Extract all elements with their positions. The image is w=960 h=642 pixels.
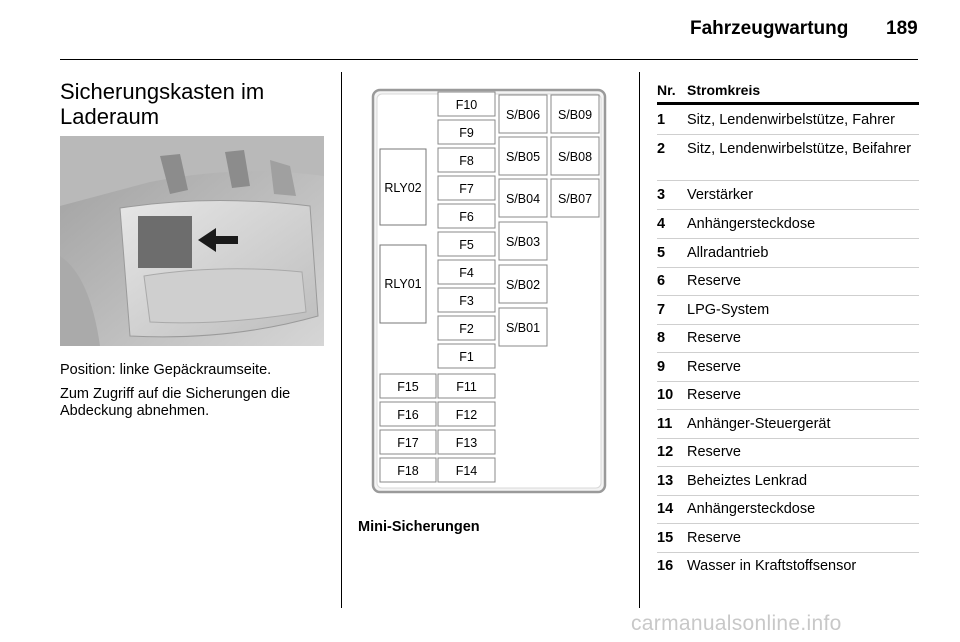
svg-text:F8: F8 — [459, 154, 474, 168]
svg-text:F6: F6 — [459, 210, 474, 224]
fuse-f10 — [438, 92, 495, 116]
fuse-sb03 — [499, 222, 547, 260]
svg-text:F1: F1 — [459, 350, 474, 364]
fuse-f3 — [438, 288, 495, 312]
column-divider-right — [639, 72, 640, 608]
fuse-sb05 — [499, 137, 547, 175]
column-header-circuit: Stromkreis — [687, 82, 761, 98]
row-rule — [657, 352, 919, 353]
row-rule — [657, 552, 919, 553]
svg-text:F16: F16 — [397, 408, 419, 422]
row-rule — [657, 267, 919, 268]
svg-text:F7: F7 — [459, 182, 474, 196]
svg-text:S/B01: S/B01 — [505, 321, 541, 335]
watermark-text[interactable]: carmanualsonline.info — [631, 612, 842, 635]
svg-text:F5: F5 — [459, 238, 474, 252]
svg-text:F11: F11 — [456, 380, 477, 394]
svg-text:F2: F2 — [459, 322, 474, 336]
relay-rly02 — [380, 149, 426, 225]
svg-text:F17: F17 — [397, 436, 419, 450]
svg-text:F9: F9 — [459, 126, 474, 140]
svg-text:F18: F18 — [397, 464, 419, 478]
fuse-f16 — [380, 402, 436, 426]
header-rule — [60, 59, 918, 60]
svg-text:F3: F3 — [459, 294, 474, 308]
svg-text:RLY02: RLY02 — [384, 181, 422, 195]
svg-text:S/B07: S/B07 — [557, 192, 593, 206]
svg-text:S/B04: S/B04 — [505, 192, 541, 206]
svg-text:S/B08: S/B08 — [557, 150, 593, 164]
column-divider-left — [341, 72, 342, 608]
position-paragraph: Position: linke Gepäckraumseite. — [60, 362, 272, 378]
fuse-f4 — [438, 260, 495, 284]
fuse-f11 — [438, 374, 495, 398]
fuse-f13 — [438, 430, 495, 454]
column-header-nr: Nr. — [657, 82, 676, 98]
svg-text:S/B02: S/B02 — [505, 278, 541, 292]
fuse-f12 — [438, 402, 495, 426]
row-rule — [657, 295, 919, 296]
fuse-box-diagram — [358, 77, 620, 505]
fuse-f17 — [380, 430, 436, 454]
access-paragraph: Zum Zugriff auf die Sicherungen die Abdeckung abnehmen. — [60, 386, 291, 419]
fuse-sb07 — [551, 179, 599, 217]
row-rule — [657, 409, 919, 410]
fuse-f9 — [438, 120, 495, 144]
svg-text:F4: F4 — [459, 266, 474, 280]
table-header-rule — [657, 102, 919, 105]
svg-text:S/B05: S/B05 — [505, 150, 541, 164]
svg-text:S/B06: S/B06 — [505, 108, 541, 122]
fuse-f7 — [438, 176, 495, 200]
svg-text:F10: F10 — [455, 98, 478, 112]
cargo-area-photo — [60, 136, 324, 346]
row-rule — [657, 523, 919, 524]
row-rule — [657, 381, 919, 382]
fuse-sb02 — [499, 265, 547, 303]
row-rule — [657, 495, 919, 496]
fuse-f2 — [438, 316, 495, 340]
svg-text:RLY01: RLY01 — [384, 277, 422, 291]
fuse-sb01 — [499, 308, 547, 346]
row-rule — [657, 238, 919, 239]
svg-text:F14: F14 — [455, 464, 478, 478]
page-number: 189 — [886, 18, 918, 39]
svg-text:F15: F15 — [397, 380, 419, 394]
row-rule — [657, 180, 919, 181]
fuse-f15 — [380, 374, 436, 398]
row-rule — [657, 466, 919, 467]
row-rule — [657, 324, 919, 325]
relay-rly01 — [380, 245, 426, 323]
svg-text:F12: F12 — [455, 408, 478, 422]
diagram-caption: Mini-Sicherungen — [358, 519, 480, 535]
fuse-sb04 — [499, 179, 547, 217]
fuse-sb08 — [551, 137, 599, 175]
fuse-f1 — [438, 344, 495, 368]
row-rule — [657, 134, 919, 135]
svg-text:S/B03: S/B03 — [505, 235, 541, 249]
svg-text:F13: F13 — [455, 436, 478, 450]
fuse-f14 — [438, 458, 495, 482]
fuse-f18 — [380, 458, 436, 482]
fuse-sb09 — [551, 95, 599, 133]
svg-text:S/B09: S/B09 — [557, 108, 593, 122]
fuse-sb06 — [499, 95, 547, 133]
section-title: Sicherungskasten im Laderaum — [60, 79, 265, 129]
fuse-f6 — [438, 204, 495, 228]
row-rule — [657, 438, 919, 439]
fuse-f5 — [438, 232, 495, 256]
row-rule — [657, 209, 919, 210]
running-header-title: Fahrzeugwartung — [690, 18, 849, 39]
fuse-f8 — [438, 148, 495, 172]
